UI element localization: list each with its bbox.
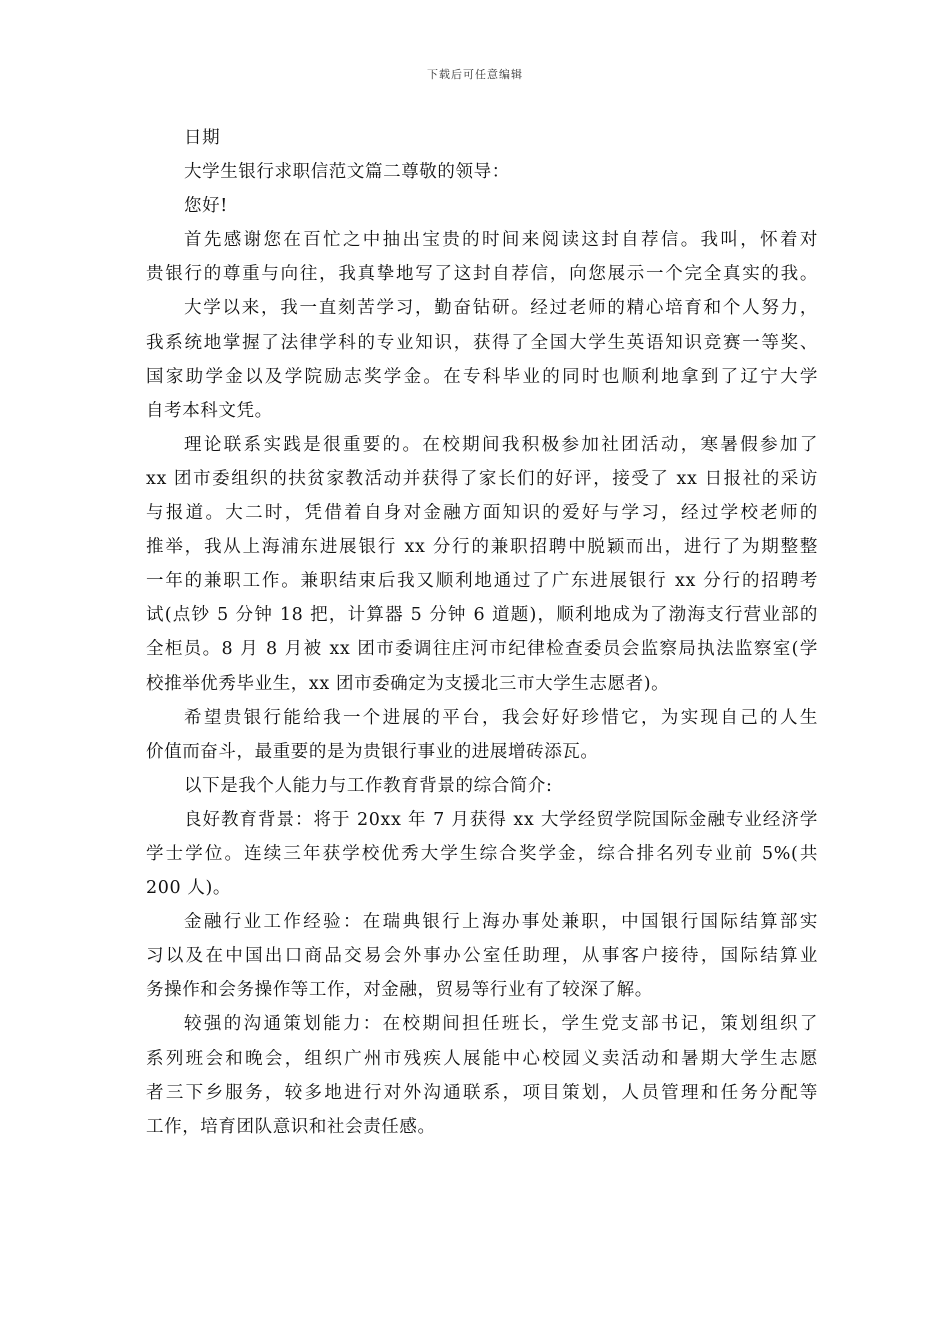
text-line: 学士学位。连续三年获学校优秀大学生综合奖学金，综合排名列专业前 5%(共	[146, 843, 818, 864]
text-line: 理论联系实践是很重要的。在校期间我积极参加社团活动，寒暑假参加了	[184, 434, 818, 455]
text-line: 我系统地掌握了法律学科的专业知识，获得了全国大学生英语知识竞赛一等奖、	[146, 332, 818, 353]
text-line: 务操作和会务操作等工作，对金融，贸易等行业有了较深了解。	[146, 980, 653, 1001]
text-line: 一年的兼职工作。兼职结束后我又顺利地通过了广东进展银行 xx 分行的招聘考	[146, 571, 818, 592]
text-line: 自考本科文凭。	[146, 400, 273, 421]
text-line: 系列班会和晚会，组织广州市残疾人展能中心校园义卖活动和暑期大学生志愿	[146, 1048, 818, 1069]
text-line: 金融行业工作经验：在瑞典银行上海办事处兼职，中国银行国际结算部实	[184, 912, 818, 933]
text-line: 以下是我个人能力与工作教育背景的综合简介:	[184, 775, 553, 796]
page-header: 下载后可任意编辑	[427, 68, 523, 81]
text-line: 推举，我从上海浦东进展银行 xx 分行的兼职招聘中脱颖而出，进行了为期整整	[146, 537, 818, 558]
letter-body	[146, 121, 818, 1144]
text-line: 价值而奋斗，最重要的是为贵银行事业的进展增砖添瓦。	[146, 741, 599, 762]
text-line: 习以及在中国出口商品交易会外事办公室任助理，从事客户接待，国际结算业	[146, 946, 818, 967]
text-line: 贵银行的尊重与向往，我真挚地写了这封自荐信，向您展示一个完全真实的我。	[146, 264, 818, 285]
text-line: 试(点钞 5 分钟 18 把，计算器 5 分钟 6 道题)，顺利地成为了渤海支行营业部的	[146, 605, 818, 626]
text-line: 200 人)。	[146, 878, 231, 899]
text-line: 首先感谢您在百忙之中抽出宝贵的时间来阅读这封自荐信。我叫，怀着对	[184, 230, 818, 251]
text-line: 工作，培育团队意识和社会责任感。	[146, 1116, 436, 1137]
text-line: 与报道。大二时，凭借着自身对金融方面知识的爱好与学习，经过学校老师的	[146, 503, 818, 524]
text-line: 良好教育背景：将于 20xx 年 7 月获得 xx 大学经贸学院国际金融专业经济学	[184, 809, 818, 830]
text-line: 您好!	[184, 196, 228, 217]
text-line: 者三下乡服务，较多地进行对外沟通联系，项目策划，人员管理和任务分配等	[146, 1082, 818, 1103]
text-line: 较强的沟通策划能力：在校期间担任班长，学生党支部书记，策划组织了	[184, 1014, 818, 1035]
text-line: 全柜员。8 月 8 月被 xx 团市委调往庄河市纪律检查委员会监察局执法监察室(学	[146, 639, 818, 660]
text-line: 日期	[184, 128, 221, 148]
text-line: xx 团市委组织的扶贫家教活动并获得了家长们的好评，接受了 xx 日报社的采访	[146, 468, 818, 489]
text-line: 希望贵银行能给我一个进展的平台，我会好好珍惜它，为实现自己的人生	[184, 707, 818, 728]
text-line: 大学生银行求职信范文篇二尊敬的领导：	[184, 162, 510, 183]
text-line: 大学以来，我一直刻苦学习，勤奋钻研。经过老师的精心培育和个人努力，	[184, 298, 818, 319]
text-line: 国家助学金以及学院励志奖学金。在专科毕业的同时也顺利地拿到了辽宁大学	[146, 366, 818, 387]
text-line: 校推举优秀毕业生，xx 团市委确定为支援北三市大学生志愿者)。	[146, 673, 670, 694]
